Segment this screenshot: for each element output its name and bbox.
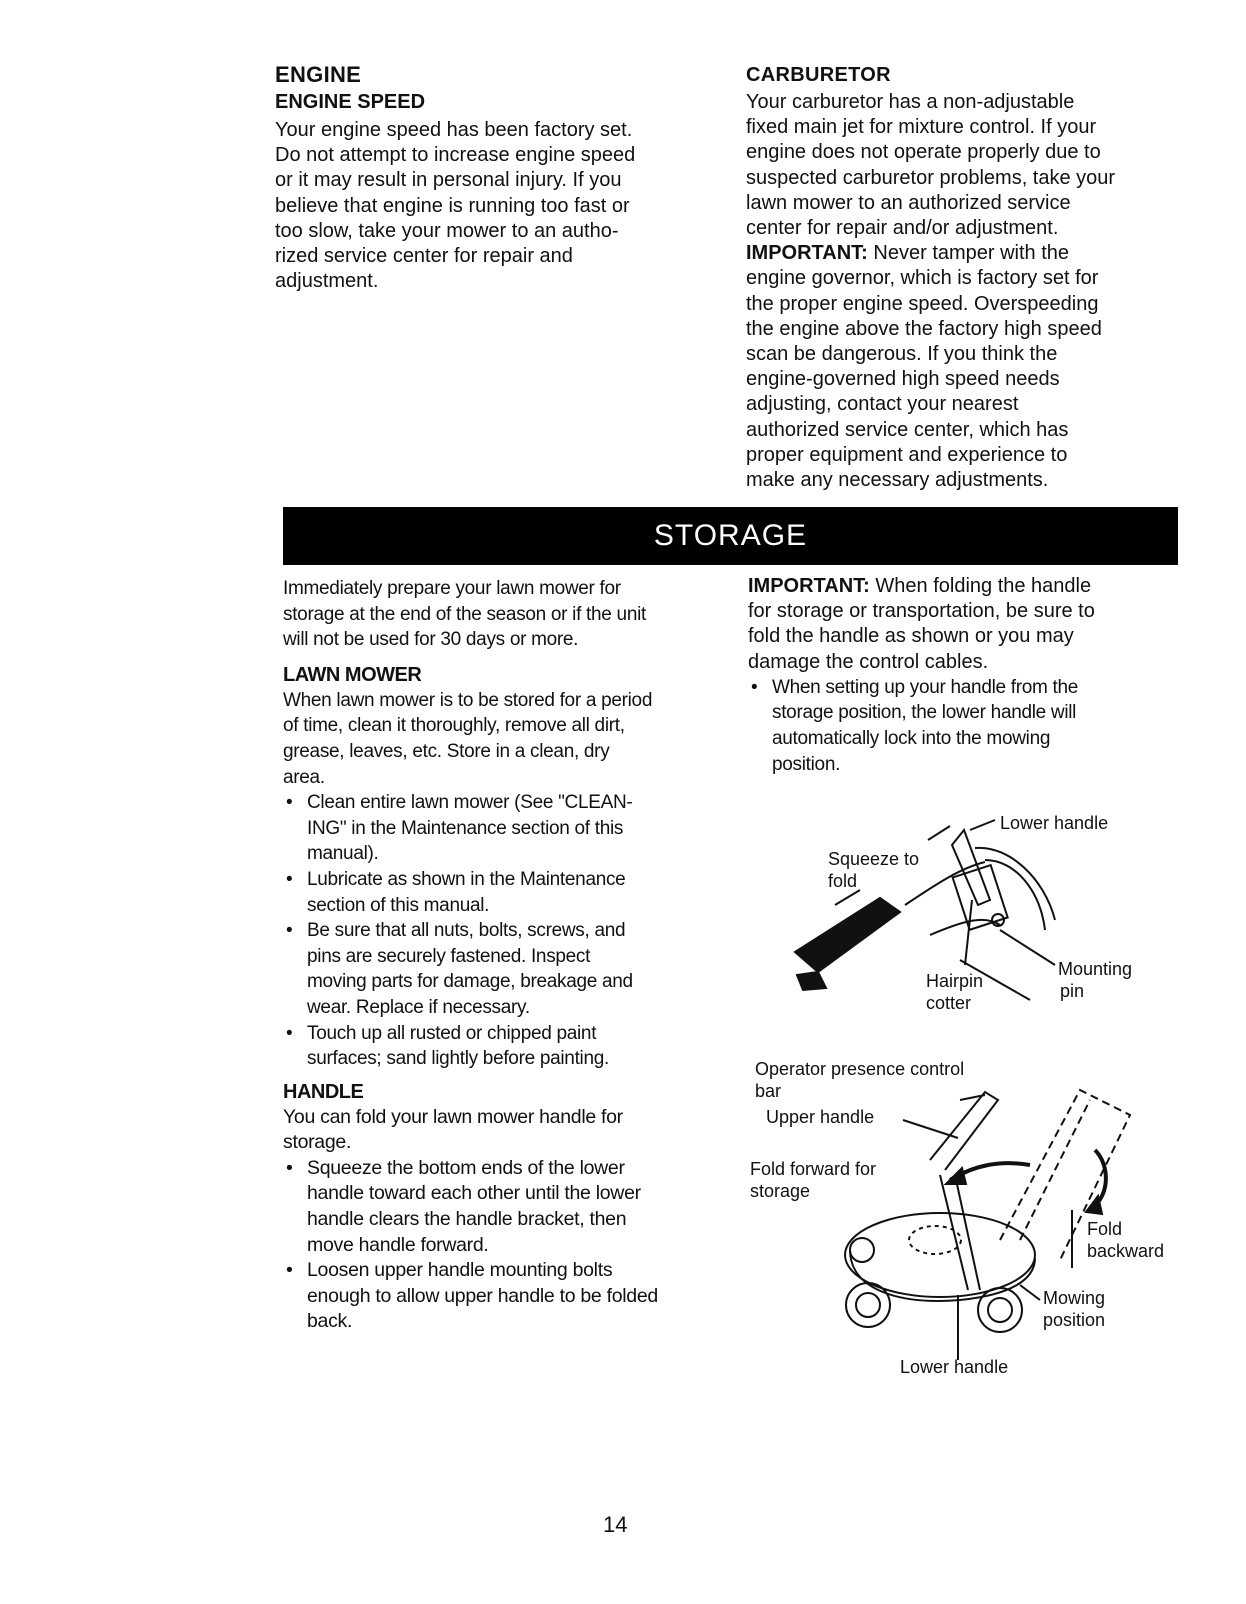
label-operator-presence-control-bar: Operator presence control bar <box>755 1059 965 1101</box>
engine-speed-heading: ENGINE SPEED <box>275 91 426 113</box>
front-wheel <box>846 1283 890 1327</box>
handle-heading: HANDLE <box>283 1080 364 1103</box>
fold-backward-arrow <box>1092 1150 1106 1208</box>
label-fold-backward: Fold backward <box>1087 1219 1165 1261</box>
carburetor-important: IMPORTANT: Never tamper with the <box>746 242 1070 265</box>
upper-handle-forward <box>930 1092 998 1170</box>
storage-important: IMPORTANT: When folding the handle for storage or transportation, be sure to fold the handle as shown or you may damage the control cables. <box>748 575 1095 673</box>
engine-heading: ENGINE <box>275 62 362 87</box>
storage-right-bullets <box>748 675 1178 777</box>
handle-bullets <box>283 1156 728 1335</box>
storage-banner: STORAGE <box>283 507 1178 565</box>
page-number: 14 <box>603 1512 628 1537</box>
carburetor-text: Your carburetor has a non-adjustable fixed main jet for mixture control. If your engine does not operate properly due to suspected carburetor problems, take your lawn mower to an authorized service center for repair and/or adjustment. IMPORTANT: Never tamper with the engine governor, which is factory set for the proper engine speed. Overspeeding the engine above the factory high speed scan be dangerous. If you think the engine-governed high speed needs adjusting, contact your nearest authorized service center, which has proper equipment and experience to make any necessary adjustments. <box>746 90 1186 493</box>
label-upper-handle: Upper handle <box>766 1107 875 1127</box>
engine-section <box>275 60 715 294</box>
list-item: • When setting up your handle from the storage position, the lower handle will automatically lock into the mowing position. <box>748 675 1178 777</box>
carburetor-section <box>746 60 1186 493</box>
storage-intro: Immediately prepare your lawn mower for storage at the end of the season or if the unit will not be used for 30 days or more. <box>283 578 646 651</box>
list-item: • Be sure that all nuts, bolts, screws, and pins are securely fastened. Inspect moving parts for damage, breakage and wear. Replace if necessary. <box>283 918 728 1020</box>
lawn-mower-heading: LAWN MOWER <box>283 663 422 686</box>
handle-bar-illustration <box>795 898 900 972</box>
label-lower-handle-bottom: Lower handle <box>900 1357 1009 1377</box>
storage-right-column <box>748 574 1178 777</box>
rear-wheel <box>978 1288 1022 1332</box>
label-mounting-pin: Mounting pin <box>1058 959 1133 1001</box>
label-mowing-position: Mowing position <box>1043 1288 1106 1330</box>
label-squeeze-to-fold: Squeeze to fold <box>828 849 920 891</box>
list-item: • Loosen upper handle mounting bolts enough to allow upper handle to be folded back. <box>283 1258 728 1335</box>
lawn-mower-text: When lawn mower is to be stored for a period of time, clean it thoroughly, remove all dirt, grease, leaves, etc. Store in a clean, dry area. • Clean entire lawn mower (See "CLEAN- ING" in the Maintenance section of this manual). • Lubricate as shown in the Maintenance section of this manual. • Be sure that all nuts, bolts, screws, and pins are securely fastened. Inspect moving parts for damage, breakage and wear. Replace if necessary. • Touch up all rusted or chipped paint surfaces; sand lightly before painting. <box>283 688 728 1072</box>
handle-text: You can fold your lawn mower handle for storage. • Squeeze the bottom ends of the lower handle toward each other until the lower handle clears the handle bracket, then move handle forward. • Loosen upper handle mounting bolts enough to allow upper handle to be folded back. <box>283 1105 728 1335</box>
engine-speed-text: Your engine speed has been factory set. Do not attempt to increase engine speed or it may result in personal injury. If you believe that engine is running too fast or too slow, take your mower to an autho- rized service center for repair and adjustment. <box>275 119 636 293</box>
list-item: • Squeeze the bottom ends of the lower handle toward each other until the lower handle clears the handle bracket, then move handle forward. <box>283 1156 728 1258</box>
handle-bracket <box>953 865 1008 930</box>
carburetor-heading: CARBURETOR <box>746 64 891 86</box>
fold-forward-arrow <box>950 1163 1030 1180</box>
list-item: • Touch up all rusted or chipped paint surfaces; sand lightly before painting. <box>283 1021 728 1072</box>
mower-deck <box>845 1213 1035 1297</box>
lawn-mower-bullets <box>283 790 728 1072</box>
label-hairpin-cotter: Hairpin cotter <box>926 971 984 1013</box>
label-lower-handle-top: Lower handle <box>1000 813 1109 833</box>
list-item: • Clean entire lawn mower (See "CLEAN- ING" in the Maintenance section of this manual). <box>283 790 728 867</box>
label-fold-forward: Fold forward for storage <box>750 1159 877 1201</box>
list-item: • Lubricate as shown in the Maintenance section of this manual. <box>283 867 728 918</box>
storage-left-column <box>283 576 728 1335</box>
